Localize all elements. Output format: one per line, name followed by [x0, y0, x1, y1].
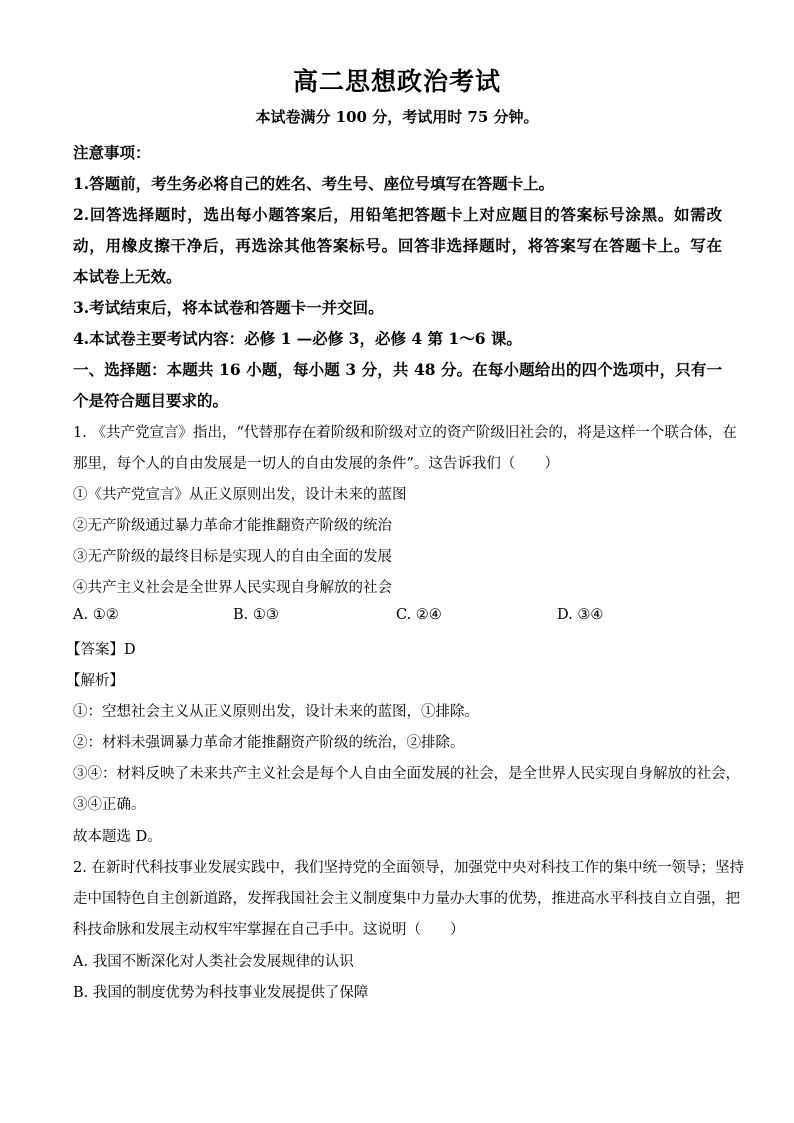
notice-item-3: 3.考试结束后，将本试卷和答题卡一并交回。 [73, 298, 384, 317]
q1-analysis-heading: 【解析】 [66, 673, 124, 689]
q1-answer: 【答案】D [66, 642, 136, 658]
notice-item-2-line-3: 本试卷上无效。 [73, 267, 182, 286]
exam-subtitle: 本试卷满分 100 分，考试用时 75 分钟。 [255, 108, 539, 126]
q1-statement-4: ④共产主义社会是全世界人民实现自身解放的社会 [73, 580, 392, 596]
q1-option-a: A. ①② [73, 607, 119, 623]
q1-option-c: C. ②④ [396, 607, 442, 623]
notice-item-1: 1.答题前，考生务必将自己的姓名、考生号、座位号填写在答题卡上。 [73, 174, 555, 193]
q2-stem-line-3: 科技命脉和发展主动权牢牢掌握在自己手中。这说明（ ） [73, 922, 465, 938]
notice-item-4: 4.本试卷主要考试内容：必修 1 —必修 3，必修 4 第 1～6 课。 [73, 329, 522, 348]
q1-analysis-3-line-1: ③④：材料反映了未来共产主义社会是每个人自由全面发展的社会，是全世界人民实现自身解放的社会， [73, 766, 740, 782]
q1-stem-line-2: 那里，每个人的自由发展是一切人的自由发展的条件”。这告诉我们（ ） [73, 456, 559, 472]
q1-conclusion: 故本题选 D。 [73, 829, 162, 845]
q1-analysis-1: ①：空想社会主义从正义原则出发，设计未来的蓝图，①排除。 [73, 704, 479, 720]
notice-item-2-line-1: 2.回答选择题时，选出每小题答案后，用铅笔把答题卡上对应题目的答案标号涂黑。如需改 [73, 205, 722, 224]
notice-item-2-line-2: 动，用橡皮擦干净后，再选涂其他答案标号。回答非选择题时，将答案写在答题卡上。写在 [73, 236, 722, 255]
q1-stem-line-1: 1. 《共产党宣言》指出，“代替那存在着阶级和阶级对立的资产阶级旧社会的，将是这样一个联合体，在 [73, 425, 737, 441]
notice-heading: 注意事项： [73, 143, 151, 162]
q1-statement-3: ③无产阶级的最终目标是实现人的自由全面的发展 [73, 549, 392, 565]
q1-statement-2: ②无产阶级通过暴力革命才能推翻资产阶级的统治 [73, 518, 392, 534]
section-1-heading-line-1: 一、选择题：本题共 16 小题，每小题 3 分，共 48 分。在每小题给出的四个选项中，只有一 [73, 360, 722, 379]
q2-option-a: A. 我国不断深化对人类社会发展规律的认识 [73, 954, 354, 970]
section-1-heading-line-2: 个是符合题目要求的。 [73, 391, 229, 410]
q1-analysis-3-line-2: ③④正确。 [73, 797, 146, 813]
q1-option-b: B. ①③ [233, 607, 279, 623]
q1-analysis-2: ②：材料未强调暴力革命才能推翻资产阶级的统治，②排除。 [73, 735, 465, 751]
q2-stem-line-2: 走中国特色自主创新道路，发挥我国社会主义制度集中力量办大事的优势，推进高水平科技自立自强，把 [73, 891, 740, 907]
q1-statement-1: ①《共产党宣言》从正义原则出发，设计未来的蓝图 [73, 487, 407, 503]
q2-option-b: B. 我国的制度优势为科技事业发展提供了保障 [73, 985, 369, 1001]
q2-stem-line-1: 2. 在新时代科技事业发展实践中，我们坚持党的全面领导，加强党中央对科技工作的集中统一领导；坚持 [73, 860, 744, 876]
exam-title: 高二思想政治考试 [292, 67, 501, 96]
q1-option-d: D. ③④ [557, 607, 604, 623]
